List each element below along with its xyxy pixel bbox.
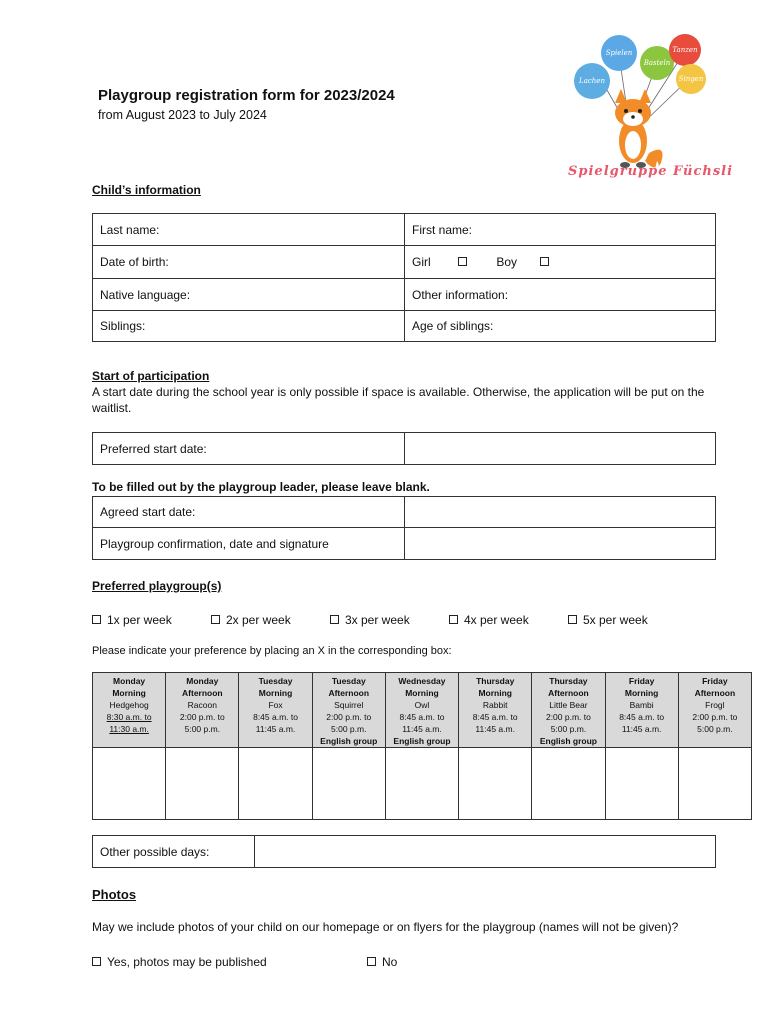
siblings-label: Siblings: [100, 319, 146, 333]
photos-no-label: No [382, 955, 398, 969]
day-hours: 8:45 a.m. to [399, 712, 445, 722]
preferred-start-label: Preferred start date: [93, 433, 405, 465]
option-4x[interactable] [449, 613, 529, 627]
day-time: Morning [258, 688, 293, 698]
day-hours2: 5:00 p.m. [697, 724, 733, 734]
day-group: Frogl [705, 700, 725, 710]
day-header-cell [239, 673, 312, 748]
confirmation-input[interactable] [405, 528, 716, 560]
start-description: A start date during the school year is only possible if space is available. Otherwise, the application will be put on the waitlist. [92, 385, 705, 415]
option-1x[interactable] [92, 613, 172, 627]
leader-note: To be filled out by the playgroup leader, please leave blank. [92, 480, 430, 494]
day-extra: English group [393, 736, 451, 746]
day-hours: 2:00 p.m. to [326, 712, 372, 722]
day-day: Friday [628, 676, 655, 686]
balloon-label: Lachen [579, 77, 605, 85]
balloon-label: Tanzen [672, 46, 698, 54]
agreed-start-input[interactable] [405, 497, 716, 528]
other-info-label: Other information: [412, 287, 509, 302]
day-hours: 8:45 a.m. to [472, 712, 518, 722]
dob-label: Date of birth: [100, 255, 169, 269]
day-hours: 2:00 p.m. to [692, 712, 738, 722]
gender-field [405, 246, 716, 279]
day-time: Afternoon [328, 688, 370, 698]
other-days-table [92, 835, 716, 868]
day-hours2: 11:45 a.m. [402, 724, 442, 734]
page-subtitle: from August 2023 to July 2024 [98, 108, 267, 122]
day-day: Monday [113, 676, 146, 686]
day-group: Bambi [629, 700, 654, 710]
day-selection-box[interactable] [605, 748, 678, 820]
day-selection-box[interactable] [166, 748, 239, 820]
day-hours: 8:30 a.m. to [106, 712, 152, 722]
day-header-cell [459, 673, 532, 748]
day-selection-box[interactable] [312, 748, 385, 820]
day-day: Thursday [549, 676, 588, 686]
day-hours2: 5:00 p.m. [550, 724, 587, 734]
leader-table [92, 496, 716, 560]
native-language-field[interactable] [93, 279, 405, 311]
day-header-cell [605, 673, 678, 748]
day-header-cell [678, 673, 751, 748]
age-siblings-field[interactable] [405, 311, 716, 342]
option-5x-label: 5x per week [583, 613, 648, 627]
option-2x-checkbox[interactable] [211, 615, 220, 624]
first-name-label: First name: [412, 222, 473, 237]
agreed-start-label: Agreed start date: [93, 497, 405, 528]
day-selection-box[interactable] [459, 748, 532, 820]
day-hours: 8:45 a.m. to [253, 712, 298, 722]
option-5x[interactable] [568, 613, 648, 627]
age-siblings-label: Age of siblings: [412, 319, 494, 333]
day-group: Hedgehog [109, 700, 149, 710]
day-header-cell [166, 673, 239, 748]
day-day: Wednesday [398, 676, 446, 686]
start-heading: Start of participation [92, 369, 210, 383]
balloon-label: Basteln [643, 59, 671, 67]
day-header-cell [532, 673, 605, 748]
option-3x-checkbox[interactable] [330, 615, 339, 624]
day-group: Owl [414, 700, 430, 710]
day-header-cell [93, 673, 166, 748]
option-2x[interactable] [211, 613, 291, 627]
option-4x-checkbox[interactable] [449, 615, 458, 624]
option-5x-checkbox[interactable] [568, 615, 577, 624]
option-1x-label: 1x per week [107, 613, 172, 627]
day-hours2: 5:00 p.m. [331, 724, 367, 734]
preferred-start-table [92, 432, 716, 465]
other-days-label: Other possible days: [93, 836, 255, 868]
day-time: Morning [624, 688, 659, 698]
photos-no-checkbox[interactable] [367, 957, 376, 966]
day-group: Rabbit [482, 700, 508, 710]
native-language-label: Native language: [100, 287, 191, 302]
last-name-label: Last name: [100, 222, 160, 237]
day-hours2: 11:45 a.m. [255, 724, 296, 734]
child-info-heading: Child’s information [92, 183, 201, 197]
logo-text: Spielgruppe Füchsli [568, 164, 734, 179]
other-info-field[interactable] [405, 279, 716, 311]
balloon-label: Spielen [605, 49, 633, 57]
day-header-cell [385, 673, 458, 748]
day-selection-box[interactable] [678, 748, 751, 820]
day-selection-box[interactable] [239, 748, 312, 820]
day-hours: 2:00 p.m. to [545, 712, 591, 722]
day-group: Squirrel [334, 700, 364, 710]
day-group: Fox [268, 700, 283, 710]
day-day: Monday [186, 676, 219, 686]
day-day: Tuesday [331, 676, 366, 686]
girl-label: Girl [412, 255, 431, 269]
playgroup-instruction: Please indicate your preference by placing an X in the corresponding box: [92, 645, 452, 657]
first-name-field[interactable] [405, 214, 716, 246]
day-hours2: 11:45 a.m. [475, 724, 515, 734]
day-time: Afternoon [182, 688, 223, 698]
option-1x-checkbox[interactable] [92, 615, 101, 624]
photos-yes-label: Yes, photos may be published [107, 955, 267, 969]
option-3x-label: 3x per week [345, 613, 410, 627]
child-info-table [92, 213, 716, 342]
preferred-start-input[interactable] [405, 433, 716, 465]
day-hours: 8:45 a.m. to [619, 712, 665, 722]
day-time: Afternoon [694, 688, 736, 698]
day-hours: 2:00 p.m. to [179, 712, 225, 722]
day-day: Friday [702, 676, 728, 686]
option-3x[interactable] [330, 613, 410, 627]
day-group: Little Bear [549, 700, 588, 710]
day-header-cell [312, 673, 385, 748]
photos-yes-checkbox[interactable] [92, 957, 101, 966]
confirmation-label: Playgroup confirmation, date and signature [93, 528, 405, 560]
photos-no-option[interactable] [367, 955, 397, 969]
photos-yes-option[interactable] [92, 955, 267, 969]
fox-balloons-logo [565, 33, 715, 183]
boy-checkbox[interactable] [540, 257, 549, 266]
day-day: Thursday [476, 676, 515, 686]
option-2x-label: 2x per week [226, 613, 291, 627]
day-group: Racoon [187, 700, 217, 710]
photos-question: May we include photos of your child on our homepage or on flyers for the playgroup (names will not be given)? [92, 920, 679, 934]
day-hours2: 5:00 p.m. [184, 724, 221, 734]
day-extra: English group [320, 736, 378, 746]
day-time: Morning [405, 688, 439, 698]
option-4x-label: 4x per week [464, 613, 529, 627]
playgroup-heading: Preferred playgroup(s) [92, 579, 222, 593]
last-name-field[interactable] [93, 214, 405, 246]
siblings-field[interactable] [93, 311, 405, 342]
day-selection-box[interactable] [93, 748, 166, 820]
dob-field[interactable] [93, 246, 405, 279]
boy-label: Boy [496, 255, 518, 269]
day-extra: English group [539, 736, 597, 746]
day-time: Morning [478, 688, 512, 698]
day-hours2: 11:30 a.m. [109, 724, 149, 734]
playgroup-days-table [92, 672, 752, 820]
balloon-label: Singen [678, 75, 704, 83]
day-selection-box[interactable] [385, 748, 458, 820]
girl-checkbox[interactable] [458, 257, 467, 266]
other-days-input[interactable] [255, 836, 716, 868]
day-day: Tuesday [258, 676, 293, 686]
day-time: Afternoon [548, 688, 589, 698]
page-title: Playgroup registration form for 2023/2024 [98, 87, 395, 104]
day-selection-box[interactable] [532, 748, 605, 820]
day-hours2: 11:45 a.m. [621, 724, 662, 734]
photos-heading: Photos [92, 887, 137, 902]
day-time: Morning [112, 688, 146, 698]
